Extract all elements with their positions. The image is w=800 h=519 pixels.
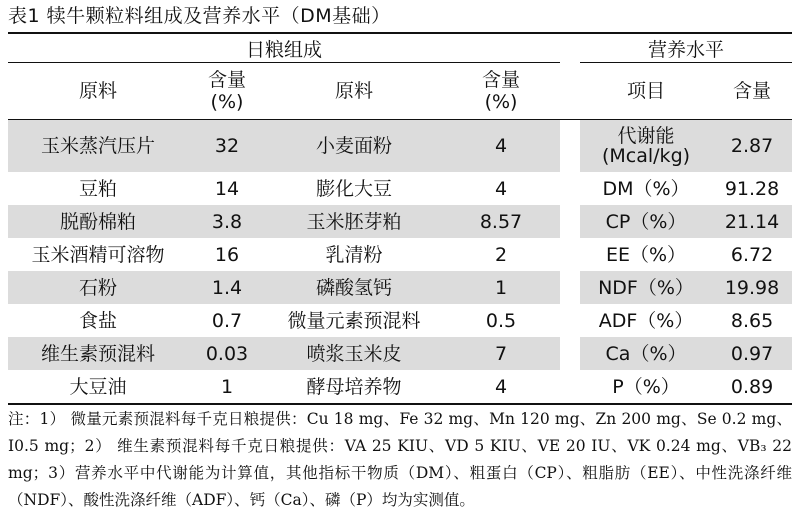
cell-item: Ca（%） — [580, 337, 712, 370]
cell-ingredient-1: 玉米蒸汽压片 — [8, 120, 188, 173]
cell-item: 代谢能 (Mcal/kg) — [580, 120, 712, 173]
column-header-row — [8, 63, 792, 120]
cell-gap — [560, 337, 580, 370]
table-row — [8, 304, 792, 337]
table-row — [8, 205, 792, 238]
cell-gap — [560, 370, 580, 404]
cell-item: ADF（%） — [598, 309, 694, 332]
cell-content-3: 8.65 — [730, 309, 774, 332]
cell-content-2: 4 — [442, 370, 560, 404]
header-content-1: 含量 (%) — [188, 63, 266, 120]
header-content-2: 含量 (%) — [442, 63, 560, 120]
cell-ingredient-2: 酵母培养物 — [266, 370, 442, 404]
cell-ingredient-2: 喷浆玉米皮 — [266, 337, 442, 370]
cell-item: EE（%） — [605, 243, 687, 266]
cell-content-1: 0.03 — [188, 337, 266, 370]
cell-content-1: 3.8 — [188, 205, 266, 238]
header-content-3: 含量 — [712, 63, 792, 120]
cell-content-2: 1 — [442, 271, 560, 304]
cell-ingredient-2: 乳清粉 — [325, 243, 383, 266]
table-row — [8, 370, 792, 404]
cell-item: CP（%） — [580, 205, 712, 238]
header-item: 项目 — [580, 63, 712, 120]
cell-gap — [560, 205, 580, 238]
cell-content-2: 0.5 — [485, 309, 517, 332]
cell-gap — [560, 120, 580, 173]
table-row — [8, 238, 792, 271]
cell-ingredient-1: 豆粕 — [78, 177, 117, 200]
cell-content-3: 2.87 — [712, 120, 792, 173]
cell-content-1: 16 — [214, 243, 240, 266]
cell-item: P（%） — [580, 370, 712, 404]
cell-content-2: 8.57 — [442, 205, 560, 238]
group-ration: 日粮组成 — [8, 33, 560, 63]
table-row — [8, 120, 792, 173]
cell-content-1: 32 — [188, 120, 266, 173]
table-row — [8, 337, 792, 370]
cell-ingredient-1: 维生素预混料 — [8, 337, 188, 370]
cell-ingredient-2: 膨化大豆 — [315, 177, 392, 200]
cell-content-2: 7 — [442, 337, 560, 370]
table-row — [8, 172, 792, 205]
header-ingredient-1: 原料 — [8, 63, 188, 120]
group-header-row — [8, 33, 792, 63]
cell-ingredient-2: 磷酸氢钙 — [266, 271, 442, 304]
cell-content-2: 4 — [442, 120, 560, 173]
cell-gap — [560, 172, 580, 205]
cell-content-3: 91.28 — [724, 177, 780, 200]
cell-content-3: 6.72 — [730, 243, 774, 266]
cell-ingredient-1: 石粉 — [8, 271, 188, 304]
cell-ingredient-2: 小麦面粉 — [266, 120, 442, 173]
cell-content-2: 4 — [494, 177, 508, 200]
header-ingredient-2: 原料 — [266, 63, 442, 120]
cell-ingredient-1: 脱酚棉粕 — [8, 205, 188, 238]
cell-content-1: 1.4 — [188, 271, 266, 304]
cell-content-1: 14 — [214, 177, 240, 200]
cell-ingredient-1: 玉米酒精可溶物 — [31, 243, 165, 266]
cell-content-3: 21.14 — [712, 205, 792, 238]
table-row — [8, 271, 792, 304]
table-notes — [8, 406, 792, 514]
cell-gap — [560, 271, 580, 304]
cell-item: DM（%） — [602, 177, 690, 200]
cell-ingredient-2: 玉米胚芽粕 — [266, 205, 442, 238]
cell-content-3: 0.89 — [712, 370, 792, 404]
feed-composition-table — [8, 32, 792, 405]
cell-content-2: 2 — [494, 243, 508, 266]
cell-content-3: 19.98 — [712, 271, 792, 304]
cell-content-3: 0.97 — [712, 337, 792, 370]
cell-ingredient-2: 微量元素预混料 — [287, 309, 421, 332]
cell-ingredient-1: 大豆油 — [8, 370, 188, 404]
table-title: 表1 犊牛颗粒料组成及营养水平（DM基础） — [8, 5, 391, 27]
cell-gap — [560, 238, 580, 271]
cell-content-1: 0.7 — [211, 309, 243, 332]
cell-gap — [560, 304, 580, 337]
cell-ingredient-1: 食盐 — [78, 309, 117, 332]
cell-item: NDF（%） — [580, 271, 712, 304]
note-text: 注：1） 微量元素预混料每千克日粮提供：Cu 18 mg、Fe 32 mg、Mn 120 mg、Zn 200 mg、Se 0.2 mg、I0.5 mg；2） 维生素预混料每千克日粮提供：VA 25 KIU、VD 5 KIU、VE 20 IU、VK 0.24 mg、VB₃ 22 mg；3）营养水平中代谢能为计算值，其他指标干物质（DM）、粗蛋白（CP）、粗脂肪（EE）、中性洗涤纤维（NDF）、酸性洗涤纤维（ADF）、钙（Ca）、磷（P）均为实测值。 — [8, 410, 792, 509]
cell-content-1: 1 — [188, 370, 266, 404]
group-nutrition: 营养水平 — [580, 33, 792, 63]
